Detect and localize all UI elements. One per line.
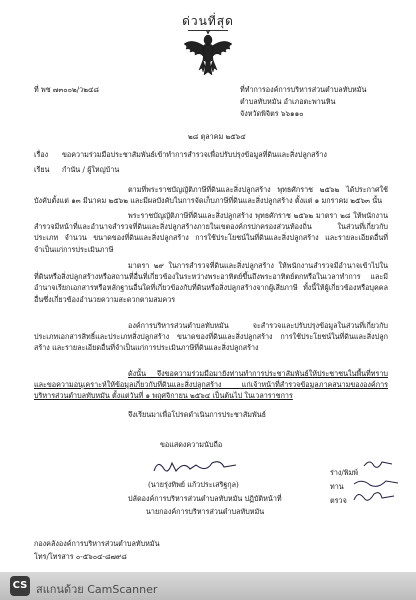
subject-label: เรื่อง [34, 150, 49, 159]
footer-office: กองคลังองค์การบริหารส่วนตำบลทับหมัน [34, 539, 160, 548]
body-paragraph-1: ตามที่พระราชบัญญัติภาษีที่ดินและสิ่งปลูกสร้าง พุทธศักราช ๒๕๖๒ ได้ประกาศใช้บังคับตั้งแต่ ๑๓ มีนาคม ๒๕๖๒ และมีผลบังคับในการจัดเก็บภาษีที่ดินและสิ่งปลูกสร้าง ตั้งแต่ ๑ มกราคม ๒๕๖๓ นั้น [34, 185, 388, 206]
routing-review-label: ทาน [330, 482, 344, 491]
sender-address-line-3: จังหวัดพิจิตร ๖๖๑๑๐ [240, 109, 304, 118]
routing-initial-3 [352, 488, 396, 506]
camscanner-logo-icon: CS [10, 576, 30, 596]
closing-request: จึงเรียนมาเพื่อโปรดดำเนินการประชาสัมพันธ์ [128, 410, 266, 419]
recipient-label: เรียน [34, 165, 50, 174]
sender-address-line-2: ตำบลทับหมัน อำเภอตะพานหิน [240, 97, 336, 106]
scanner-watermark-text: สแกนด้วย CamScanner [36, 583, 158, 596]
footer-phone: โทร/โทรสาร ๐-๕๖๐๔-๘๗๙๘ [34, 552, 127, 561]
recipient-text: กำนัน / ผู้ใหญ่บ้าน [62, 165, 120, 174]
sender-address-line-1: ที่ทำการองค์การบริหารส่วนตำบลทับหมัน [240, 85, 367, 94]
letter-date: ๒๘ ตุลาคม ๒๕๖๔ [188, 132, 246, 141]
handwritten-signature [150, 455, 240, 477]
routing-initial-1 [362, 456, 398, 470]
routing-drafted-label: ร่าง/พิมพ์ [330, 468, 359, 477]
signatory-title-2: นายกองค์การบริหารส่วนตำบลทับหมัน [146, 507, 265, 516]
routing-check-label: ตรวจ [330, 496, 347, 505]
urgency-stamp: ด่วนที่สุด [182, 14, 234, 28]
body-paragraph-2: พระราชบัญญัติภาษีที่ดินและสิ่งปลูกสร้าง พุทธศักราช ๒๕๖๒ มาตรา ๒๘ ให้พนักงานสำรวจมีหน้าที่และอำนาจสำรวจที่ดินและสิ่งปลูกสร้างภายในเขตองค์กรปกครองส่วนท้องถิ่น ในส่วนที่เกี่ยวกับประเภท จำนวน ขนาดของที่ดินและสิ่งปลูกสร้าง การใช้ประโยชน์ในที่ดินและสิ่งปลูกสร้าง และรายละเอียดอื่นที่จำเป็นแก่การประเมินภาษี [34, 211, 388, 254]
body-paragraph-5 [34, 368, 388, 402]
garuda-emblem-icon [182, 30, 234, 76]
paragraph-5-lead: ดังนั้น [128, 369, 147, 378]
paragraph-5-text: จึงขอความร่วมมือมายังท่านทำการประชาสัมพันธ์ให้ประชาชนในพื้นที่ทราบและขอความอนุเคราะห์ให้ข้อมูลเกี่ยวกับที่ดินและสิ่งปลูกสร้าง แก่เจ้าหน้าที่สำรวจข้อมูลภาคสนามขององค์การบริหารส่วนตำบลทับหมัน ตั้งแต่วันที่ ๑ พฤศจิกายน ๒๕๖๔ เป็นต้นไป ในเวลาราชการ [34, 369, 388, 401]
body-paragraph-4: องค์การบริหารส่วนตำบลทับหมัน จะสำรวจและปรับปรุงข้อมูลในส่วนที่เกี่ยวกับประเภทเอกสารสิทธิ์และประเภทสิ่งปลูกสร้าง ขนาดของที่ดินและสิ่งปลูกสร้าง การใช้ประโยชน์ในที่ดินและสิ่งปลูกสร้าง และรายละเอียดอื่นที่จำเป็นแก่การประเมินภาษีที่ดินและสิ่งปลูกสร้าง [34, 321, 388, 353]
signatory-title-1: ปลัดองค์การบริหารส่วนตำบลทับหมัน ปฏิบัติหน้าที่ [128, 494, 282, 503]
signatory-name: (นายรุ่งทิพย์ แก้วประเสริฐกุล) [148, 480, 239, 489]
subject-text: ขอความร่วมมือประชาสัมพันธ์เข้าทำการสำรวจเพื่อปรับปรุงข้อมูลที่ดินและสิ่งปลูกสร้าง [62, 150, 327, 159]
closing-phrase: ขอแสดงความนับถือ [160, 440, 223, 449]
document-number: ที่ พช ๗๓๐๐๒/ว๒๔๘ [34, 85, 99, 94]
body-paragraph-3: มาตรา ๒๙ ในการสำรวจที่ดินและสิ่งปลูกสร้าง ให้พนักงานสำรวจมีอำนาจเข้าไปในที่ดินหรือสิ่งปลูกสร้างหรือสถานที่อื่นที่เกี่ยวข้องในระหว่างพระอาทิตย์ขึ้นถึงพระอาทิตย์ตกหรือในเวลาทำการ และมีอำนาจเรียกเอกสารหรือหลักฐานอื่นใดที่เกี่ยวข้องกับที่ดินหรือสิ่งปลูกสร้างจากผู้เสียภาษี ทั้งนี้ให้ผู้เกี่ยวข้องหรือบุคคลอื่นซึ่งเกี่ยวข้องอำนวยความสะดวกตามสมควร [34, 261, 388, 304]
